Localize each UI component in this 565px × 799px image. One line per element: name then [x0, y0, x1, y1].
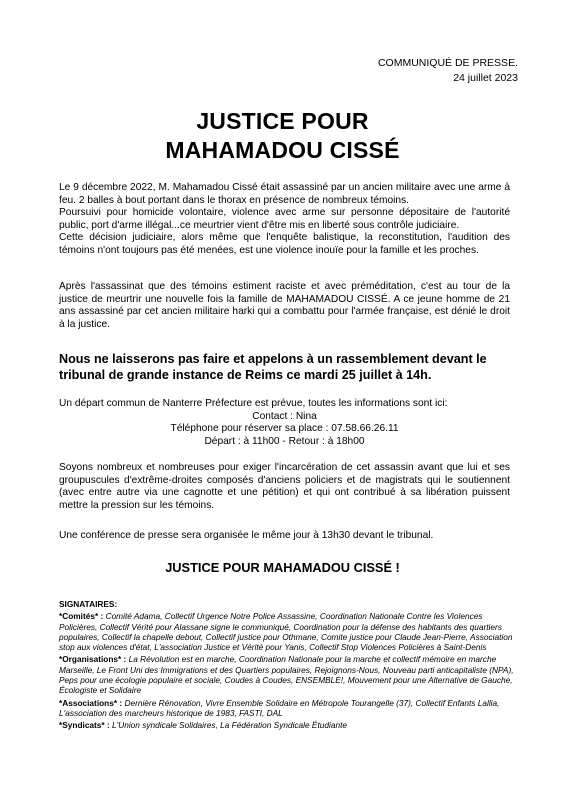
- closing-slogan: JUSTICE POUR MAHAMADOU CISSÉ !: [165, 560, 400, 575]
- paragraph-1: [59, 182, 510, 258]
- paragraph-1a: Le 9 décembre 2022, M. Mahamadou Cissé était assassiné par un ancien militaire avec une arme à feu. 2 balles à bout portant dans le thorax en présence de nombreux témoins.: [59, 182, 510, 206]
- press-conference-note: Une conférence de presse sera organisée le même jour à 13h30 devant le tribunal.: [59, 530, 434, 541]
- title-line-2: MAHAMADOU CISSÉ: [165, 137, 400, 163]
- header-label: COMMUNIQUÉ DE PRESSE.: [377, 57, 518, 69]
- group-list: Dernière Rénovation, Vivre Ensemble Solidaire en Métropole Tourangelle (37), Collectif Enfants Lallia, L'association des marcheurs historique de 1983, FASTI, DAL: [59, 697, 500, 718]
- signatories-group-comites: [59, 611, 514, 652]
- signatories-group-syndicats: [59, 720, 514, 730]
- signatories: [59, 599, 514, 731]
- group-label: *Comités* :: [59, 611, 106, 622]
- paragraph-2: Après l'assassinat que des témoins estiment raciste et avec préméditation, c'est au tour de la justice de meurtrir une nouvelle fois la famille de MAHAMADOU CISSÉ. A ce jeune homme de 21 ans assassiné par cet ancien militaire harki qui a combattu pour l'armée française, est dénié le droit à la justice.: [59, 281, 510, 330]
- contact-details: [59, 411, 510, 449]
- contact-name: Contact : Nina: [252, 410, 317, 422]
- departure-intro: Un départ commun de Nanterre Préfecture est prévue, toutes les informations sont ici:: [59, 398, 448, 409]
- paragraph-5: Soyons nombreux et nombreuses pour exiger l'incarcération de cet assassin avant que lui et ses groupuscules d'extrême-droites composés d'anciens policiers et de magistrats qui le soutiennent (avec entre autre via une cagnotte et une pétition) et qui ont contribué à sa libération puissent mettre la pression sur les témoins.: [59, 462, 510, 511]
- title-line-1: JUSTICE POUR: [196, 108, 369, 134]
- page-title: [0, 107, 565, 165]
- signatories-group-associations: [59, 698, 514, 719]
- header-date: 24 juillet 2023: [453, 72, 518, 84]
- contact-phone: Téléphone pour réserver sa place : 07.58.66.26.11: [170, 423, 399, 435]
- paragraph-1c: Cette décision judiciaire, alors même que l'enquête balistique, la reconstitution, l'audition des témoins n'ont toujours pas été menées, est une violence inouïe pour la famille et les proches.: [59, 232, 510, 256]
- signatories-heading: SIGNATAIRES:: [59, 599, 118, 609]
- departure-info: [59, 398, 510, 448]
- group-list: Comité Adama, Collectif Urgence Notre Police Assassine, Coordination Nationale Contre les Violences Policières, Collectif Vérité pour Alassane signe le communiqué, Coordination pour la défense des habitants des quartiers populaires, Collectif la chapelle debout, Collectif justice pour Othmane, Comite justice pour Claude Jean-Pierre, Association stop aux violences d'état, L'association Justice et Vérité pour Yanis, Collectif Stop Violences Policières à Saint-Denis: [59, 611, 513, 653]
- group-label: *Organisations* :: [59, 654, 129, 665]
- call-to-action: Nous ne laisserons pas faire et appelons à un rassemblement devant le tribunal de grande instance de Reims ce mardi 25 juillet à 14h.: [59, 352, 487, 382]
- group-label: *Associations* :: [59, 697, 125, 708]
- group-list: La Révolution est en marche, Coordination Nationale pour la marche et collectif mémoire en marche Marseille, Le Front Uni des Immigrations et des Quartiers populaires, Rejoignons-Nous, Nouveau parti anticapitaliste (NPA), Peps pour une écologie populaire et sociale, Coudes à Coudes, ENSEMBLE!, Mouvement pour une Alternative de Gauche, Écologiste et Solidaire: [59, 654, 514, 696]
- group-list: L'Union syndicale Solidaires, La Fédération Syndicale Étudiante: [112, 720, 347, 731]
- group-label: *Syndicats* :: [59, 720, 113, 731]
- signatories-group-organisations: [59, 654, 514, 695]
- departure-times: Départ : à 11h00 - Retour : à 18h00: [204, 435, 365, 447]
- paragraph-1b: Poursuivi pour homicide volontaire, violence avec arme sur personne dépositaire de l'autorité public, port d'arme illégal...ce meurtrier vient d'être mis en liberté sous contrôle judiciaire.: [59, 207, 510, 231]
- header: [378, 56, 518, 86]
